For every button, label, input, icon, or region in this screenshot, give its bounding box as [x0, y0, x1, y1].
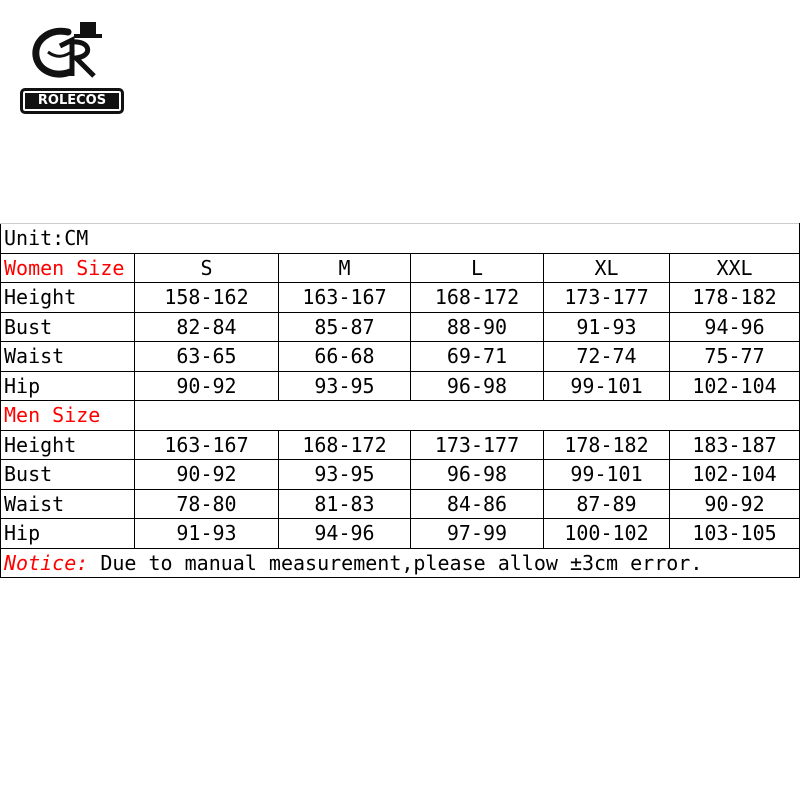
measure-label: Waist — [1, 342, 135, 372]
measure-value: 93-95 — [279, 371, 411, 401]
measure-value: 84-86 — [411, 489, 544, 519]
brand-logo — [20, 18, 125, 118]
men-row-waist — [1, 489, 800, 519]
measure-value: 99-101 — [544, 460, 670, 490]
measure-value: 85-87 — [279, 312, 411, 342]
measure-value: 102-104 — [670, 460, 800, 490]
size-header-l: L — [411, 253, 544, 283]
measure-value: 75-77 — [670, 342, 800, 372]
men-row-bust — [1, 460, 800, 490]
measure-label: Height — [1, 430, 135, 460]
men-header-row — [1, 401, 800, 431]
logo-mark-icon — [20, 18, 125, 88]
measure-value: 90-92 — [670, 489, 800, 519]
measure-value: 91-93 — [544, 312, 670, 342]
women-row-hip — [1, 371, 800, 401]
measure-value: 72-74 — [544, 342, 670, 372]
measure-value: 99-101 — [544, 371, 670, 401]
measure-value: 168-172 — [411, 283, 544, 313]
measure-value: 90-92 — [135, 460, 279, 490]
measure-label: Bust — [1, 460, 135, 490]
brand-name: ROLECOS — [20, 88, 124, 114]
men-row-hip — [1, 519, 800, 549]
measure-value: 158-162 — [135, 283, 279, 313]
measure-value: 163-167 — [279, 283, 411, 313]
women-size-title: Women Size — [1, 253, 135, 283]
measure-value: 96-98 — [411, 371, 544, 401]
measure-label: Waist — [1, 489, 135, 519]
measure-value: 163-167 — [135, 430, 279, 460]
men-size-title: Men Size — [1, 401, 135, 431]
notice-row — [1, 548, 800, 578]
measure-value: 96-98 — [411, 460, 544, 490]
unit-row — [1, 224, 800, 254]
measure-value: 88-90 — [411, 312, 544, 342]
notice-cell — [1, 548, 800, 578]
measure-value: 178-182 — [670, 283, 800, 313]
measure-label: Height — [1, 283, 135, 313]
measure-value: 94-96 — [670, 312, 800, 342]
measure-value: 90-92 — [135, 371, 279, 401]
notice-text: Due to manual measurement,please allow ±3cm error. — [88, 550, 703, 575]
measure-value: 97-99 — [411, 519, 544, 549]
measure-value: 82-84 — [135, 312, 279, 342]
measure-value: 78-80 — [135, 489, 279, 519]
measure-value: 66-68 — [279, 342, 411, 372]
measure-value: 94-96 — [279, 519, 411, 549]
measure-label: Bust — [1, 312, 135, 342]
men-row-height — [1, 430, 800, 460]
women-row-height — [1, 283, 800, 313]
measure-value: 93-95 — [279, 460, 411, 490]
size-chart-table — [0, 223, 800, 578]
measure-value: 91-93 — [135, 519, 279, 549]
measure-value: 69-71 — [411, 342, 544, 372]
women-header-row — [1, 253, 800, 283]
unit-label: Unit:CM — [1, 224, 800, 254]
measure-value: 63-65 — [135, 342, 279, 372]
women-row-bust — [1, 312, 800, 342]
size-header-m: M — [279, 253, 411, 283]
measure-label: Hip — [1, 519, 135, 549]
size-header-xxl: XXL — [670, 253, 800, 283]
measure-value: 183-187 — [670, 430, 800, 460]
men-header-empty — [135, 401, 800, 431]
women-row-waist — [1, 342, 800, 372]
measure-value: 81-83 — [279, 489, 411, 519]
measure-value: 178-182 — [544, 430, 670, 460]
size-header-xl: XL — [544, 253, 670, 283]
measure-value: 102-104 — [670, 371, 800, 401]
measure-value: 87-89 — [544, 489, 670, 519]
measure-value: 100-102 — [544, 519, 670, 549]
measure-value: 173-177 — [544, 283, 670, 313]
notice-label: Notice: — [4, 550, 89, 575]
measure-label: Hip — [1, 371, 135, 401]
measure-value: 173-177 — [411, 430, 544, 460]
measure-value: 103-105 — [670, 519, 800, 549]
size-header-s: S — [135, 253, 279, 283]
measure-value: 168-172 — [279, 430, 411, 460]
